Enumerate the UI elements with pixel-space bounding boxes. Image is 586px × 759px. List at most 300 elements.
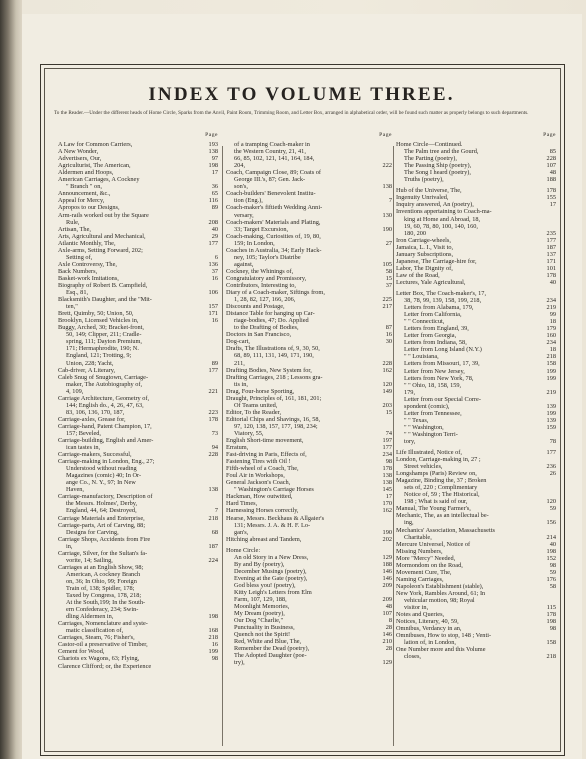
index-entry xyxy=(58,536,218,543)
entry-page: 178 xyxy=(382,465,392,473)
entry-page: 160 xyxy=(546,332,556,340)
entry-page: 178 xyxy=(546,271,556,279)
entry-text: 19, 60, 78, 80, 100, 140, 160, xyxy=(404,222,478,230)
entry-page: 97 xyxy=(211,155,218,163)
entry-text: Union, 228; Yacht, xyxy=(66,359,114,367)
entry-text: Inventions appertaining to Coach-ma- xyxy=(396,208,492,216)
index-entry xyxy=(226,289,392,296)
entry-text: Carriage, Silver, for the Sultan's fa- xyxy=(58,549,148,557)
entry-text: Editor, To the Reader, xyxy=(226,408,282,416)
index-entry xyxy=(58,395,218,402)
entry-page: 199 xyxy=(546,409,556,417)
entry-text: Carriage-making in London, Eng., 27; xyxy=(58,458,155,466)
entry-text: Home Circle: xyxy=(226,546,261,554)
entry-page: 18 xyxy=(549,346,556,354)
index-entry xyxy=(58,515,218,522)
entry-page: 7 xyxy=(388,197,392,205)
entry-text: American Carriages, A Cockney xyxy=(58,176,140,184)
entry-text: 179, xyxy=(404,388,416,396)
index-entry xyxy=(58,261,218,268)
entry-page: 105 xyxy=(382,260,392,268)
index-entry xyxy=(226,522,392,529)
entry-page: 18 xyxy=(549,318,556,326)
index-entry xyxy=(226,631,392,638)
entry-page: 198 xyxy=(208,162,218,170)
index-column-2 xyxy=(226,132,392,667)
entry-page: 98 xyxy=(385,458,392,466)
index-entry xyxy=(396,431,556,438)
entry-page: 198 xyxy=(208,613,218,621)
entry-page: 221 xyxy=(208,387,218,395)
index-entry xyxy=(396,583,556,590)
index-entry xyxy=(396,576,556,583)
entry-text: Diary of a Coach-maker, Siftings from, xyxy=(226,289,325,297)
entry-text: vehicular motion, 98; Royal xyxy=(404,597,475,604)
index-entry xyxy=(58,310,218,317)
entry-page: 152 xyxy=(546,554,556,562)
entry-text: Dog-cart, xyxy=(226,338,250,346)
entry-page: 16 xyxy=(385,331,392,339)
entry-page: 8 xyxy=(388,617,392,625)
index-entry xyxy=(58,550,218,557)
index-entry xyxy=(226,547,392,554)
entry-page: 78 xyxy=(549,437,556,445)
index-entry xyxy=(226,261,392,268)
index-entry xyxy=(58,176,218,183)
entry-text: Biography of Robert B. Campfield, xyxy=(58,281,148,289)
entry-page: 190 xyxy=(382,225,392,233)
entry-text: December Musings (poetry), xyxy=(234,567,307,575)
index-entry xyxy=(226,190,392,197)
entry-text: January Subscriptions, xyxy=(396,250,454,258)
entry-text: Magazine, Binding the, 37 ; Broken xyxy=(396,477,487,485)
index-entry xyxy=(226,374,392,381)
index-entry xyxy=(226,212,392,219)
entry-text: Haven, xyxy=(66,486,85,494)
index-entry xyxy=(226,331,392,338)
entry-text: Chariots ex Wagons, 63; Flying, xyxy=(58,655,140,663)
entry-text: Carriage-manufactory, Description of xyxy=(58,493,153,501)
entry-text: The Adopted Daughter (poe- xyxy=(234,652,307,660)
index-entry xyxy=(396,505,556,512)
entry-text: against, xyxy=(234,260,254,268)
entry-page: 138 xyxy=(382,472,392,480)
entry-text: Japanese, The Carriage-hire for, xyxy=(396,257,477,265)
entry-page: 101 xyxy=(546,264,556,272)
index-entry xyxy=(396,290,556,297)
index-entry xyxy=(396,339,556,346)
entry-page: 74 xyxy=(385,429,392,437)
entry-text: Mormondom on the Road, xyxy=(396,561,463,569)
entry-text: Castor-oil a preservative of Timber, xyxy=(58,641,148,649)
index-entry xyxy=(58,162,218,169)
entry-page: 203 xyxy=(382,401,392,409)
index-entry xyxy=(396,555,556,562)
entry-page: 187 xyxy=(546,243,556,251)
index-entry xyxy=(396,534,556,541)
entry-text: Mechanics' Association, Massachusetts xyxy=(396,526,495,534)
entry-text: Naming Carriages, xyxy=(396,575,444,583)
entry-text: Letter from New Jersey, xyxy=(404,367,465,375)
index-entry xyxy=(226,624,392,631)
entry-text: Viatory, 55, xyxy=(234,429,264,437)
entry-page: 48 xyxy=(549,169,556,177)
entry-text: matic classification of, xyxy=(66,627,124,635)
index-entry xyxy=(226,204,392,211)
index-entry xyxy=(58,317,218,324)
index-entry xyxy=(396,346,556,353)
entry-text: Back Numbers, xyxy=(58,267,98,275)
entry-page: 168 xyxy=(208,627,218,635)
entry-text: Cement for Wood, xyxy=(58,648,105,656)
entry-text: " " Ohio, 18, 158, 159, xyxy=(404,381,462,389)
index-entry xyxy=(396,353,556,360)
entry-page: 68 xyxy=(211,528,218,536)
index-entry xyxy=(226,155,392,162)
entry-text: George III.'s, 87; Gen. Jack- xyxy=(234,176,306,184)
entry-text: Coach, Campaign Close, 89; Coats of xyxy=(226,169,321,177)
index-entry xyxy=(58,219,218,226)
index-entry xyxy=(58,465,218,472)
entry-page: 188 xyxy=(546,176,556,184)
entry-text: ern Confederacy, 234; Swin- xyxy=(66,606,139,614)
index-entry xyxy=(58,451,218,458)
entry-text: ange Co., N. Y., 97; In New xyxy=(66,479,136,487)
entry-text: Letters from New York, 78, xyxy=(404,374,474,382)
entry-text: Carriages, Steam, 76; Fisher's, xyxy=(58,634,135,642)
entry-text: 68, 89, 111, 131, 149, 171, 190, xyxy=(234,352,314,360)
index-entry xyxy=(226,352,392,359)
index-entry xyxy=(396,155,556,162)
entry-text: Esq., 81, xyxy=(66,289,89,297)
entry-page: 198 xyxy=(546,547,556,555)
index-entry xyxy=(396,201,556,208)
entry-text: Cab-driver, A Literary, xyxy=(58,366,116,374)
entry-text: One Number more and this Volume xyxy=(396,646,486,654)
entry-text: dling Aldermen in, xyxy=(66,613,114,621)
entry-text: try), xyxy=(234,659,245,667)
index-entry xyxy=(58,247,218,254)
page-title: INDEX TO VOLUME THREE. xyxy=(148,84,455,105)
entry-page: 159 xyxy=(546,423,556,431)
entry-text: sets of, 220 ; Complimentary xyxy=(404,484,478,492)
index-entry xyxy=(58,148,218,155)
index-entry xyxy=(226,437,392,444)
entry-text: Drafting Bodies, New System for, xyxy=(226,366,312,374)
index-entry xyxy=(58,345,218,352)
index-entry xyxy=(396,484,556,491)
entry-page: 210 xyxy=(382,638,392,646)
entry-text: Coach-makers' Materials and Plating, xyxy=(226,218,321,226)
entry-list xyxy=(58,141,218,670)
entry-text: Letter Box, The Coach-maker's, 17, xyxy=(396,289,487,297)
entry-text: Hitching abreast and Tandem, xyxy=(226,535,302,543)
index-entry xyxy=(396,410,556,417)
entry-page: 36 xyxy=(211,183,218,191)
entry-text: Manual, The Young Farmer's, xyxy=(396,505,471,513)
entry-text: Letters from England, 39, xyxy=(404,325,469,333)
entry-page: 7 xyxy=(214,507,218,515)
index-entry xyxy=(58,367,218,374)
entry-text: Artisan, The, xyxy=(58,225,91,233)
entry-text: Kitty Leigh's Letters from Elm xyxy=(234,589,312,596)
entry-page: 217 xyxy=(382,303,392,311)
index-entry xyxy=(226,486,392,493)
entry-page: 98 xyxy=(549,625,556,633)
index-entry xyxy=(396,653,556,660)
index-entry xyxy=(58,409,218,416)
entry-page: 98 xyxy=(549,561,556,569)
entry-text: Fast-driving in Paris, Effects of, xyxy=(226,451,307,459)
entry-text: Basket-work Imitations, xyxy=(58,274,119,282)
page-column-heading: Page xyxy=(543,132,556,138)
entry-page: 129 xyxy=(382,553,392,561)
index-entry xyxy=(396,463,556,470)
entry-page: 26 xyxy=(549,470,556,478)
index-entry xyxy=(226,388,392,395)
entry-page: 145 xyxy=(382,486,392,494)
entry-text: tory, xyxy=(404,437,416,445)
entry-text: Our Dog "Charlie," xyxy=(234,617,284,625)
index-entry xyxy=(226,451,392,458)
index-entry xyxy=(396,449,556,456)
index-entry xyxy=(58,458,218,465)
entry-text: Mercure Universel, Notice of xyxy=(396,540,471,548)
entry-page: 214 xyxy=(546,533,556,541)
entry-page: 219 xyxy=(546,388,556,396)
index-column-1 xyxy=(58,132,218,670)
entry-text: Life Illustrated, Notice of, xyxy=(396,449,462,457)
book-page xyxy=(22,14,582,759)
entry-page: 149 xyxy=(382,387,392,395)
entry-text: Cockney, the Whinings of, xyxy=(226,267,294,275)
entry-text: New York, Rambles Around, 61; In xyxy=(396,589,486,597)
index-entry xyxy=(58,437,218,444)
entry-page: 178 xyxy=(208,415,218,423)
entry-text: An old Story in a New Dress, xyxy=(234,553,309,561)
entry-text: Letter from our Special Corre- xyxy=(404,395,481,403)
entry-page: 146 xyxy=(382,567,392,575)
entry-page: 17 xyxy=(549,201,556,209)
column-rule-1 xyxy=(222,146,223,746)
entry-text: Designs for Carving, xyxy=(66,528,119,536)
entry-page: 138 xyxy=(208,486,218,494)
entry-text: Setting of, xyxy=(66,253,93,261)
entry-page: 48 xyxy=(385,603,392,611)
entry-text: Farm, 107, 129, 188, xyxy=(234,596,287,604)
entry-page: 178 xyxy=(546,611,556,619)
index-entry xyxy=(58,585,218,592)
entry-text: American, A cockney Branch xyxy=(66,570,141,578)
entry-page: 106 xyxy=(208,289,218,297)
entry-text: the Messrs. Holmes', Derby, xyxy=(66,500,138,508)
index-entry xyxy=(396,237,556,244)
entry-page: 17 xyxy=(385,493,392,501)
entry-page: 139 xyxy=(546,402,556,410)
index-entry xyxy=(396,562,556,569)
index-entry xyxy=(226,472,392,479)
index-entry xyxy=(58,655,218,662)
index-entry xyxy=(396,279,556,286)
index-entry xyxy=(396,477,556,484)
entry-page: 235 xyxy=(546,229,556,237)
entry-text: Law of the Road, xyxy=(396,271,440,279)
index-entry xyxy=(58,402,218,409)
index-entry xyxy=(396,403,556,410)
page-column-heading: Page xyxy=(205,132,218,138)
entry-page: 98 xyxy=(211,655,218,663)
index-entry xyxy=(58,183,218,190)
entry-text: Arm-rails worked out by the Square xyxy=(58,211,149,219)
entry-text: 1, 28, 82, 127, 166, 206, xyxy=(234,296,296,304)
index-entry xyxy=(396,618,556,625)
index-entry xyxy=(226,360,392,367)
index-entry xyxy=(396,258,556,265)
index-entry xyxy=(58,571,218,578)
index-entry xyxy=(58,374,218,381)
entry-text: on, 36; In Ohio, 99; Foreign xyxy=(66,577,137,585)
entry-text: Carriage-makers, Successful, xyxy=(58,451,132,459)
entry-page: 187 xyxy=(208,542,218,550)
index-entry xyxy=(226,479,392,486)
entry-text: 180, 200 xyxy=(404,229,427,237)
entry-text: the Western Country, 21, 41, xyxy=(234,148,306,156)
entry-page: 177 xyxy=(546,236,556,244)
entry-page: 138 xyxy=(382,183,392,191)
index-entry xyxy=(396,216,556,223)
entry-text: Axle Controversy, The, xyxy=(58,260,117,268)
index-entry xyxy=(226,638,392,645)
entry-page: 15 xyxy=(385,408,392,416)
entry-page: 37 xyxy=(211,267,218,275)
entry-text: " " Texas, xyxy=(404,416,429,424)
index-entry xyxy=(226,596,392,603)
entry-page: 120 xyxy=(382,380,392,388)
entry-text: Hackman, How outwitted, xyxy=(226,493,293,501)
entry-text: Letters from Alabama, 179, xyxy=(404,304,474,312)
entry-page: 170 xyxy=(382,500,392,508)
entry-page: 218 xyxy=(546,653,556,661)
index-entry xyxy=(226,493,392,500)
index-entry xyxy=(396,639,556,646)
entry-text: ney, 105; Taylor's Diatribe xyxy=(234,253,301,261)
index-entry xyxy=(226,268,392,275)
index-entry xyxy=(226,282,392,289)
entry-page: 17 xyxy=(211,169,218,177)
entry-page: 202 xyxy=(382,535,392,543)
entry-page: 107 xyxy=(382,610,392,618)
index-entry xyxy=(58,338,218,345)
index-entry xyxy=(226,409,392,416)
entry-text: Announcement, &c., xyxy=(58,190,111,198)
index-entry xyxy=(58,388,218,395)
index-entry xyxy=(396,318,556,325)
entry-list xyxy=(226,141,392,666)
index-entry xyxy=(58,599,218,606)
index-entry xyxy=(58,212,218,219)
entry-text: The Palm tree and the Gourd, xyxy=(404,148,479,156)
entry-text: 66, 85, 102, 121, 141, 164, 184, xyxy=(234,155,315,163)
index-entry xyxy=(396,332,556,339)
index-entry xyxy=(396,382,556,389)
entry-page: 16 xyxy=(211,641,218,649)
entry-text: Mechanic, The, as an intellectual be- xyxy=(396,512,489,520)
entry-text: Letter from Georgia, xyxy=(404,332,457,340)
entry-text: Carriage-building, English and Amer- xyxy=(58,437,154,445)
entry-text: Ingenuity Unrivaled, xyxy=(396,194,449,202)
entry-page: 146 xyxy=(382,574,392,582)
index-entry xyxy=(226,219,392,226)
index-entry xyxy=(226,176,392,183)
entry-text: Train of, 138; Spidler, 178; xyxy=(66,585,135,592)
index-entry xyxy=(226,500,392,507)
entry-text: Aldermen and Hoops, xyxy=(58,169,114,177)
entry-page: 179 xyxy=(546,325,556,333)
index-entry xyxy=(396,604,556,611)
entry-text: Arts, Agricultural and Mechanical, xyxy=(58,232,146,240)
index-entry xyxy=(58,479,218,486)
entry-text: Coach-builders' Benevolent Institu- xyxy=(226,190,316,198)
entry-text: Labor, The Dignity of, xyxy=(396,264,453,272)
entry-text: Street vehicles, xyxy=(404,463,443,471)
entry-text: " " Louisiana, xyxy=(404,353,439,361)
entry-text: The Song I heard (poetry), xyxy=(404,169,471,177)
entry-page: 136 xyxy=(208,260,218,268)
index-entry xyxy=(396,456,556,463)
entry-page: 65 xyxy=(211,190,218,198)
entry-page: 199 xyxy=(546,374,556,382)
index-entry xyxy=(226,247,392,254)
entry-page: 85 xyxy=(549,148,556,156)
index-entry xyxy=(396,244,556,251)
entry-text: Omnibuses, How to stop, 148 ; Venti- xyxy=(396,632,492,640)
entry-page: 138 xyxy=(382,479,392,487)
entry-text: 97, 120, 138, 157, 177, 198, 234; xyxy=(234,422,318,430)
entry-text: Moonlight Memories, xyxy=(234,603,290,611)
entry-page: 130 xyxy=(382,211,392,219)
index-entry xyxy=(58,486,218,493)
entry-page: 89 xyxy=(211,204,218,212)
index-entry xyxy=(226,568,392,575)
entry-text: Notices, Literary, 40, 59, xyxy=(396,618,459,626)
index-entry xyxy=(226,381,392,388)
index-entry xyxy=(396,512,556,519)
index-entry xyxy=(396,311,556,318)
entry-page: 120 xyxy=(546,498,556,506)
entry-text: versary, xyxy=(234,211,254,219)
index-entry xyxy=(226,310,392,317)
index-entry xyxy=(396,162,556,169)
index-entry xyxy=(396,519,556,526)
entry-text: Evening at the Gate (poetry), xyxy=(234,574,308,582)
index-entry xyxy=(226,169,392,176)
entry-page: 94 xyxy=(211,444,218,452)
entry-text: Notes and Queries, xyxy=(396,611,445,619)
index-entry xyxy=(396,223,556,230)
entry-page: 219 xyxy=(546,304,556,312)
entry-text: Letter from California, xyxy=(404,311,462,319)
index-entry xyxy=(58,507,218,514)
entry-page: 177 xyxy=(208,366,218,374)
entry-page: 157 xyxy=(208,303,218,311)
entry-page: 190 xyxy=(382,528,392,536)
entry-text: Inquiry answered, An (poetry), xyxy=(396,201,474,209)
entry-text: Magazines (comic) 40; In Or- xyxy=(66,472,142,480)
index-entry xyxy=(58,282,218,289)
index-column-3 xyxy=(396,132,556,660)
index-entry xyxy=(58,627,218,634)
entry-page: 40 xyxy=(211,225,218,233)
